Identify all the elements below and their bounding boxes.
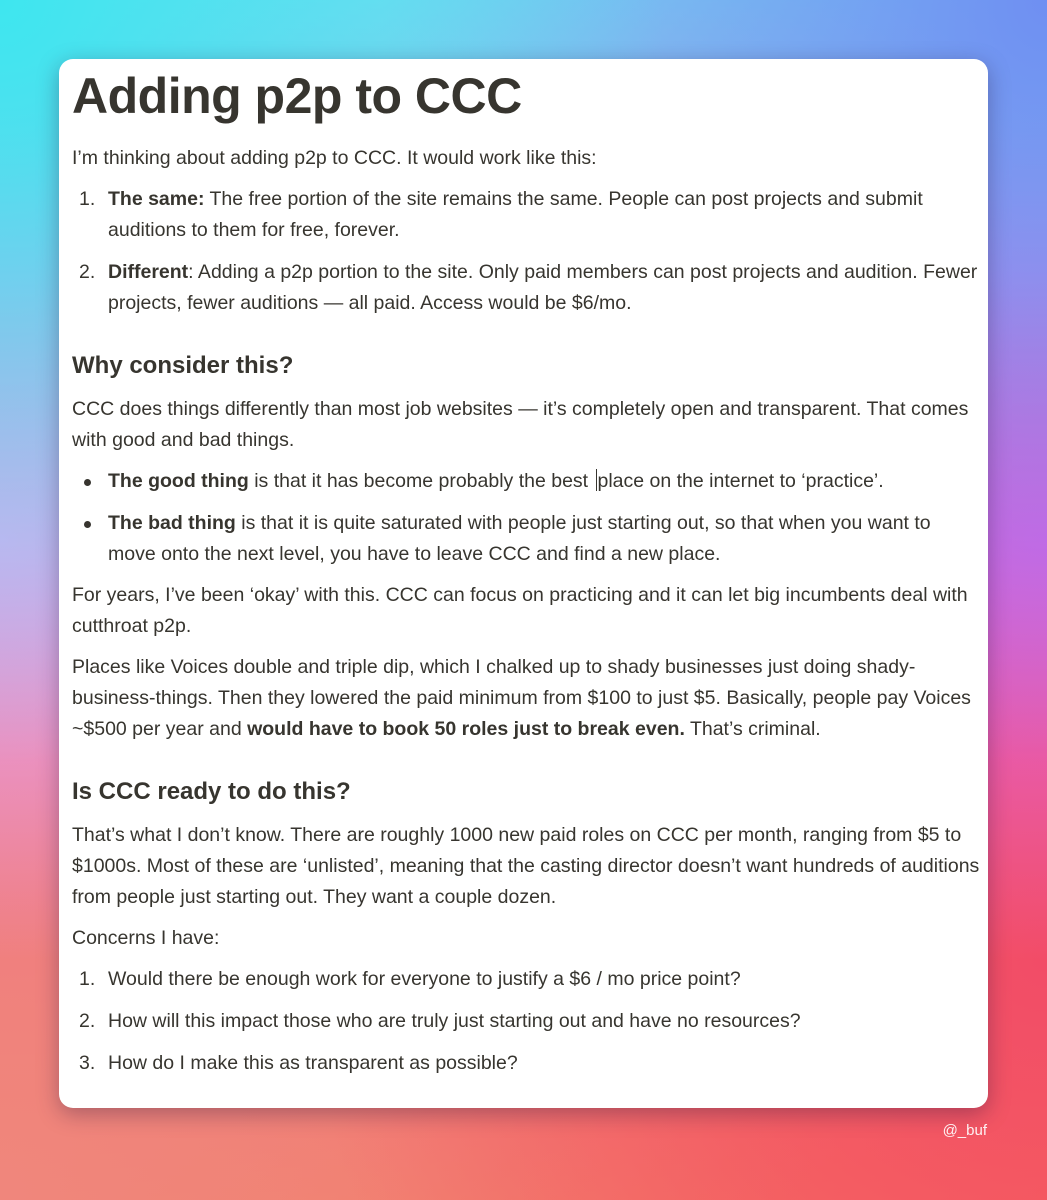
author-credit: @_buf [942,1122,987,1139]
list-item [72,184,980,246]
concerns-label: Concerns I have: [72,927,220,949]
bullet-icon [84,521,91,528]
paragraph-text: That’s criminal. [684,718,821,740]
list-number: 3. [79,1052,96,1074]
paragraph-bold: would have to book 50 roles just to break even. [247,718,685,740]
list-item [72,466,980,497]
list-number: 1. [79,188,96,210]
paragraph-text: Places like Voices double and triple dip, which I chalked up to shady businesses just doing shady-business-things. Then they lowered the paid minimum from $100 to just $5. Basically, people pay Voices ~$500 per year and [72,656,971,740]
concerns-list [72,964,980,1079]
list-item-text: is that it has become probably the best [248,470,594,492]
list-item-text: How do I make this as transparent as possible? [108,1052,518,1074]
intro-paragraph: I’m thinking about adding p2p to CCC. It would work like this: [72,147,597,169]
list-number: 1. [79,968,96,990]
ready-paragraph-1: That’s what I don’t know. There are roughly 1000 new paid roles on CCC per month, ranging from $5 to $1000s. Most of these are ‘unlisted’, meaning that the casting director doesn’t want hundreds of auditions from people just starting out. They want a couple dozen. [72,824,980,908]
list-item-bold: Different [108,261,189,283]
list-item [72,257,980,319]
list-item-text: The free portion of the site remains the same. People can post projects and submit auditions to them for free, forever. [108,188,923,241]
section-heading-ready: Is CCC ready to do this? [72,778,351,805]
list-item-text: is that it is quite saturated with people just starting out, so that when you want to move onto the next level, you have to leave CCC and find a new place. [108,512,931,565]
list-item-bold: The good thing [108,470,249,492]
list-number: 2. [79,1010,96,1032]
text-cursor [596,469,597,491]
list-item [72,964,980,995]
section-heading-why: Why consider this? [72,352,294,379]
list-item-bold: The bad thing [108,512,236,534]
list-item [72,1006,980,1037]
list-item-text: : Adding a p2p portion to the site. Only paid members can post projects and audition. Fewer projects, fewer auditions — all paid. Access would be $6/mo. [108,261,978,314]
list-item-text: Would there be enough work for everyone to justify a $6 / mo price point? [108,968,741,990]
good-bad-list [72,466,980,570]
bullet-icon [84,479,91,486]
document-card [59,59,988,1108]
why-paragraph-1: CCC does things differently than most job websites — it’s completely open and transparent. That comes with good and bad things. [72,398,969,451]
list-item [72,508,980,570]
list-number: 2. [79,261,96,283]
list-item-text: How will this impact those who are truly just starting out and have no resources? [108,1010,801,1032]
proposal-list [72,184,980,319]
list-item-bold: The same: [108,188,205,210]
list-item-text: place on the internet to ‘practice’. [597,470,884,492]
why-paragraph-3 [72,652,980,745]
why-paragraph-2: For years, I’ve been ‘okay’ with this. CCC can focus on practicing and it can let big incumbents deal with cutthroat p2p. [72,584,968,637]
list-item [72,1048,980,1079]
page-title: Adding p2p to CCC [72,68,522,124]
